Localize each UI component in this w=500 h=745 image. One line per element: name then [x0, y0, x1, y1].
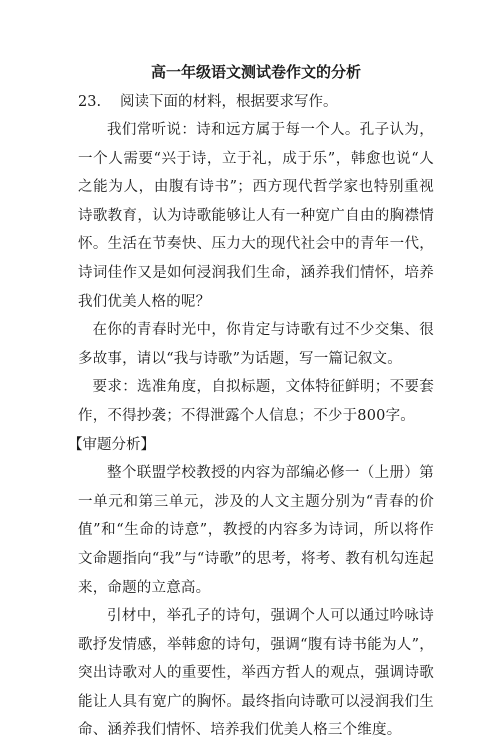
requirements-paragraph: 要求：选准角度，自拟标题，文体特征鲜明；不要套作，不得抄袭；不得泄露个人信息；不少于800字。: [78, 379, 434, 424]
document-title: 高一年级语文测试卷作文的分析: [150, 63, 361, 81]
question-number: 23.: [78, 94, 102, 110]
question-line: [78, 88, 434, 116]
material-paragraph-2: 在你的青春时光中，你肯定与诗歌有过不少交集、很多故事，请以“我与诗歌”为话题，写一篇记叙文。: [78, 322, 434, 367]
question-prompt: 阅读下面的材料，根据要求写作。: [120, 94, 338, 110]
analysis-paragraph-1: 整个联盟学校教授的内容为部编必修一（上册）第一单元和第三单元，涉及的人文主题分别为“青春的价值”和“生命的诗意”，教授的内容多为诗词，所以将作文命题指向“我”与“诗歌”的思考，将考、教有机勾连起来，命题的立意高。: [78, 465, 434, 596]
analysis-heading: 【审题分析】: [68, 436, 155, 453]
material-paragraph-1: 我们常听说：诗和远方属于每一个人。孔子认为，一个人需要“兴于诗，立于礼，成于乐”，韩愈也说“人之能为人，由腹有诗书”；西方现代哲学家也特别重视诗歌教育，认为诗歌能够让人有一种宽广自由的胸襟情怀。生活在节奏快、压力大的现代社会中的青年一代，诗词佳作又是如何浸润我们生命，涵养我们情怀，培养我们优美人格的呢？: [78, 122, 434, 310]
analysis-paragraph-2: 引材中，举孔子的诗句，强调个人可以通过吟咏诗歌抒发情感，举韩愈的诗句，强调“腹有诗书能为人”，突出诗歌对人的重要性，举西方哲人的观点，强调诗歌能让人具有宽广的胸怀。最终指向诗歌可以浸润我们生命、涵养我们情怀、培养我们优美人格三个维度。: [78, 608, 434, 739]
